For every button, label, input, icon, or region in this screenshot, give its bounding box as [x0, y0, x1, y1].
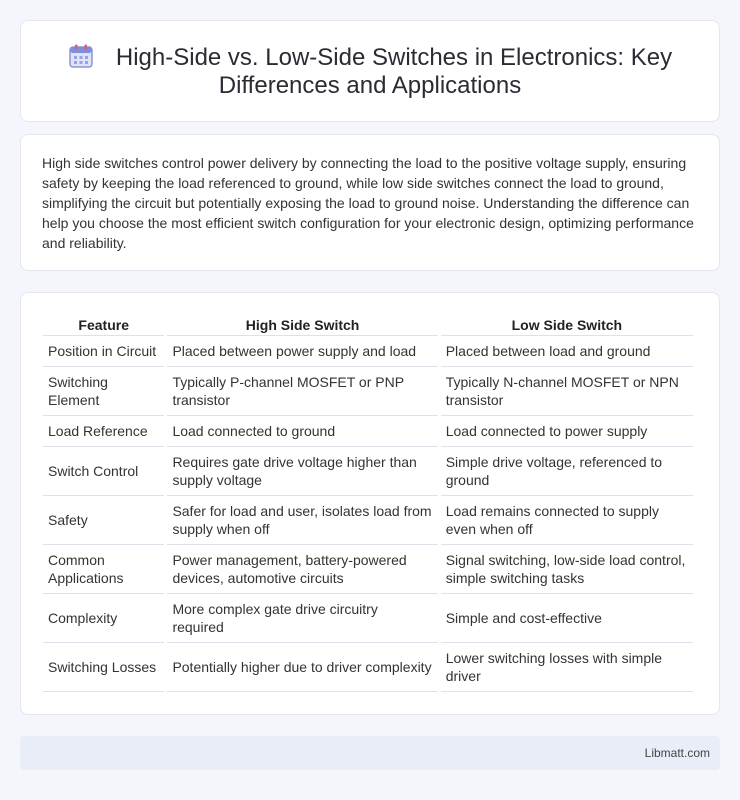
- cell-high-side: Load connected to ground: [167, 416, 437, 447]
- cell-low-side: Signal switching, low-side load control, simple switching tasks: [441, 545, 693, 594]
- cell-feature: Switch Control: [43, 447, 164, 496]
- header-low-side: Low Side Switch: [441, 313, 693, 336]
- cell-low-side: Lower switching losses with simple driver: [441, 643, 693, 692]
- cell-low-side: Simple and cost-effective: [441, 594, 693, 643]
- page-title: High-Side vs. Low-Side Switches in Electronics: Key Differences and Applications: [115, 43, 673, 99]
- cell-low-side: Load connected to power supply: [441, 416, 693, 447]
- table-header-row: [43, 313, 693, 336]
- cell-feature: Switching Losses: [43, 643, 164, 692]
- cell-high-side: Safer for load and user, isolates load from supply when off: [167, 496, 437, 545]
- cell-feature: Position in Circuit: [43, 336, 164, 367]
- header-feature: Feature: [43, 313, 164, 336]
- cell-high-side: More complex gate drive circuitry required: [167, 594, 437, 643]
- cell-low-side: Typically N-channel MOSFET or NPN transistor: [441, 367, 693, 416]
- cell-high-side: Power management, battery-powered devices, automotive circuits: [167, 545, 437, 594]
- cell-high-side: Typically P-channel MOSFET or PNP transistor: [167, 367, 437, 416]
- footer-brand: Libmatt.com: [644, 746, 710, 760]
- table-row: [43, 545, 693, 594]
- cell-feature: Common Applications: [43, 545, 164, 594]
- cell-high-side: Requires gate drive voltage higher than supply voltage: [167, 447, 437, 496]
- table-row: [43, 367, 693, 416]
- cell-feature: Switching Element: [43, 367, 164, 416]
- cell-low-side: Placed between load and ground: [441, 336, 693, 367]
- cell-feature: Safety: [43, 496, 164, 545]
- cell-high-side: Potentially higher due to driver complexity: [167, 643, 437, 692]
- calendar-icon: [68, 43, 94, 69]
- title-card: [20, 20, 720, 122]
- table-row: [43, 336, 693, 367]
- table-row: [43, 496, 693, 545]
- table-row: [43, 594, 693, 643]
- intro-card: [20, 134, 720, 271]
- cell-low-side: Load remains connected to supply even when off: [441, 496, 693, 545]
- cell-high-side: Placed between power supply and load: [167, 336, 437, 367]
- comparison-table: [40, 313, 696, 692]
- header-high-side: High Side Switch: [167, 313, 437, 336]
- table-row: [43, 643, 693, 692]
- comparison-table-card: [20, 292, 720, 715]
- intro-paragraph: High side switches control power delivery by connecting the load to the positive voltage supply, ensuring safety by keeping the load referenced to ground, while low side switches connect the load to ground, simplifying the circuit but potentially exposing the load to ground noise. Understanding the difference can help you choose the most efficient switch configuration for your electronic design, optimizing performance and reliability.: [42, 155, 694, 251]
- table-row: [43, 447, 693, 496]
- cell-feature: Complexity: [43, 594, 164, 643]
- cell-low-side: Simple drive voltage, referenced to ground: [441, 447, 693, 496]
- cell-feature: Load Reference: [43, 416, 164, 447]
- footer: [20, 736, 720, 770]
- page-title-wrap: [51, 43, 689, 100]
- table-row: [43, 416, 693, 447]
